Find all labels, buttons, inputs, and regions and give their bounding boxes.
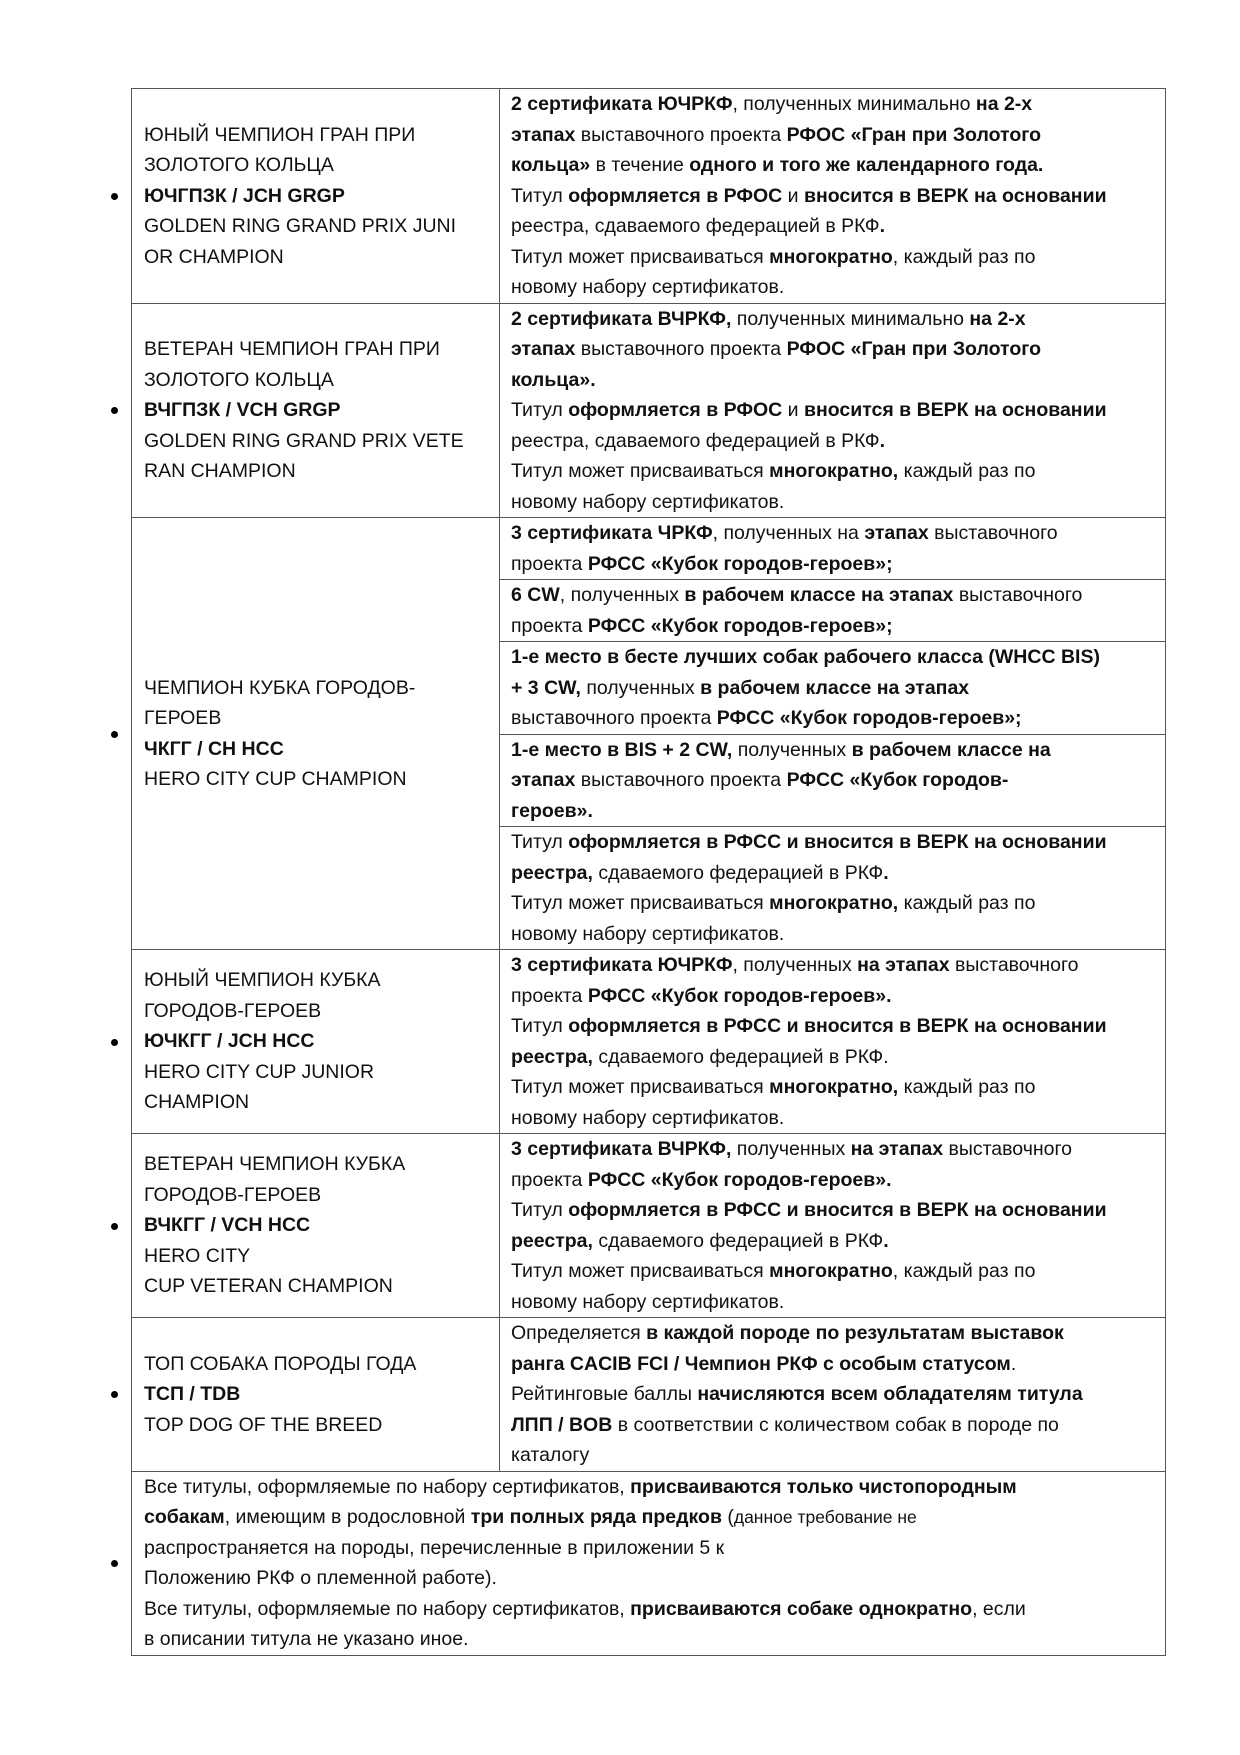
text: Положению РКФ о племенной работе). — [144, 1567, 497, 1589]
text: сдаваемого федерацией в РКФ — [592, 861, 884, 884]
text: проекта — [511, 984, 588, 1007]
table-row — [132, 303, 1166, 518]
bold-text: в рабочем классе на — [851, 738, 1051, 761]
bold-text: . — [883, 1229, 889, 1252]
bold-text: 3 сертификата ЧРКФ — [511, 522, 713, 544]
title-en: TOP DOG OF THE BREED — [144, 1413, 383, 1436]
title-en: RAN CHAMPION — [144, 460, 296, 482]
text-line — [511, 1134, 1157, 1165]
bold-text: на 2-х — [975, 93, 1033, 115]
text: Титул может присваиваться — [511, 245, 770, 268]
bold-text: реестра, — [511, 861, 593, 884]
title-cell — [132, 518, 500, 950]
bold-text: оформляется в РФСС и вносится в ВЕРК на основании — [568, 1199, 1107, 1221]
text: новому набору сертификатов. — [511, 922, 785, 945]
text-line — [511, 765, 1157, 796]
text: Титул — [511, 1015, 569, 1037]
bold-text: ранга CACIB FCI / Чемпион РКФ с особым статусом — [511, 1352, 1011, 1375]
bold-text: + 3 CW, — [511, 676, 581, 699]
text: , имеющим в родословной — [224, 1506, 471, 1528]
text-line — [511, 858, 1157, 889]
requirement-cell — [500, 950, 1166, 1134]
title-en: HERO CITY CUP CHAMPION — [144, 768, 407, 790]
bullet-icon — [111, 731, 118, 738]
text: Все титулы, оформляемые по набору сертификатов, — [144, 1475, 631, 1498]
text-line — [144, 1594, 1157, 1625]
bold-text: 1-е место в бесте лучших собак рабочего класса (WHCC BIS) — [511, 646, 1100, 668]
bold-text: многократно — [769, 1260, 893, 1282]
text-line — [511, 334, 1157, 365]
title-abbr: ЮЧГПЗК / JCH GRGP — [144, 184, 345, 207]
text-line — [511, 242, 1157, 273]
text: Титул — [511, 831, 569, 853]
bold-text: одного и того же календарного года. — [689, 154, 1044, 176]
bold-text: 6 CW — [511, 584, 560, 606]
bold-text: начисляются всем обладателям титула — [697, 1383, 1083, 1405]
bold-text: многократно — [769, 245, 893, 268]
text-line — [511, 827, 1157, 858]
text: и — [782, 399, 804, 421]
text-line — [511, 395, 1157, 426]
text: в соответствии с количеством собак в породе по — [612, 1413, 1059, 1436]
text: Титул может присваиваться — [511, 1076, 770, 1098]
bold-text: 2 сертификата ЮЧРКФ — [511, 93, 733, 115]
bold-text: этапах — [864, 522, 929, 544]
text: полученных минимально — [731, 307, 970, 330]
text-line — [511, 272, 1157, 303]
requirement-cell — [500, 642, 1166, 735]
text-line — [144, 1624, 1157, 1655]
table-row — [132, 518, 1166, 580]
table-row — [132, 1318, 1166, 1472]
text: , полученных минимально — [732, 93, 976, 115]
bold-text: многократно, — [769, 892, 899, 914]
text: проекта — [511, 614, 588, 637]
bold-text: собакам — [144, 1506, 225, 1528]
table-row — [132, 89, 1166, 304]
requirement-cell — [500, 827, 1166, 950]
bold-text: в каждой породе по результатам выставок — [646, 1322, 1064, 1344]
text: полученных — [580, 676, 701, 699]
title-ru: ГОРОДОВ-ГЕРОЕВ — [144, 999, 322, 1022]
text-line — [511, 981, 1157, 1012]
title-ru: ГЕРОЕВ — [144, 707, 222, 729]
bold-text: присваиваются только чистопородным — [630, 1475, 1017, 1498]
title-ru: ВЕТЕРАН ЧЕМПИОН ГРАН ПРИ — [144, 338, 440, 360]
text: выставочного проекта — [575, 769, 787, 791]
title-ru: ЮНЫЙ ЧЕМПИОН КУБКА — [144, 969, 381, 992]
text-line — [511, 673, 1157, 704]
text-line — [511, 580, 1157, 611]
note-row — [132, 1471, 1166, 1655]
title-ru: ЮНЫЙ ЧЕМПИОН ГРАН ПРИ — [144, 123, 416, 146]
text-line — [511, 518, 1157, 549]
bold-text: РФСС «Кубок городов-героев»; — [587, 614, 893, 637]
bold-text: героев». — [511, 799, 593, 822]
title-en: OR CHAMPION — [144, 245, 284, 268]
bold-text: РФСС «Кубок городов-героев». — [587, 1168, 892, 1191]
text: распространяется на породы, перечисленные в приложении 5 к — [144, 1536, 725, 1559]
bold-text: 3 сертификата ВЧРКФ, — [511, 1138, 732, 1160]
title-abbr: ВЧКГГ / VCH HCC — [144, 1214, 311, 1237]
requirement-cell — [500, 303, 1166, 518]
text-line — [144, 1502, 1157, 1533]
bullet-icon — [111, 1223, 118, 1230]
title-cell — [132, 950, 500, 1134]
text: в течение — [590, 154, 690, 176]
text: проекта — [511, 552, 588, 575]
text: Титул может присваиваться — [511, 892, 770, 914]
text-line — [511, 1379, 1157, 1410]
text: полученных — [732, 738, 852, 761]
title-ru: ЗОЛОТОГО КОЛЬЦА — [144, 368, 334, 391]
text: каждый раз по — [898, 1076, 1036, 1098]
bold-text: 1-е место в BIS + 2 CW, — [511, 738, 733, 761]
text-line — [144, 1563, 1157, 1594]
bold-text: кольца» — [511, 154, 591, 176]
text-line — [511, 1042, 1157, 1073]
bold-text: оформляется в РФСС и вносится в ВЕРК на основании — [568, 1015, 1107, 1037]
requirement-cell — [500, 89, 1166, 304]
text-line — [511, 1410, 1157, 1441]
bold-text: . — [883, 861, 889, 884]
titles-table — [131, 88, 1166, 1656]
bold-text: РФСС «Кубок городов-героев». — [587, 984, 892, 1007]
bold-text: этапах — [511, 123, 576, 146]
text: новому набору сертификатов. — [511, 1290, 785, 1313]
title-ru: ГОРОДОВ-ГЕРОЕВ — [144, 1183, 322, 1206]
text: Титул — [511, 1199, 569, 1221]
bold-text: ЛПП / BOB — [511, 1413, 613, 1436]
title-en: GOLDEN RING GRAND PRIX JUNI — [144, 215, 457, 237]
text: полученных — [731, 1138, 851, 1160]
title-en: GOLDEN RING GRAND PRIX VETE — [144, 429, 464, 452]
text: реестра, сдаваемого федерацией в РКФ — [511, 215, 880, 237]
text-line — [511, 1287, 1157, 1318]
title-abbr: ЮЧКГГ / JCH HCC — [144, 1030, 315, 1053]
text: в описании титула не указано иное. — [144, 1628, 469, 1650]
text: Титул может присваиваться — [511, 460, 770, 482]
text-line — [511, 150, 1157, 181]
bold-text: этапах — [511, 769, 576, 791]
title-en: CHAMPION — [144, 1091, 250, 1114]
text: , каждый раз по — [892, 245, 1036, 268]
text: каждый раз по — [898, 892, 1036, 914]
text: новому набору сертификатов. — [511, 276, 785, 298]
title-cell — [132, 89, 500, 304]
text-line — [511, 735, 1157, 766]
text-line — [511, 703, 1157, 734]
text: ( — [721, 1506, 734, 1528]
text: каждый раз по — [898, 460, 1036, 482]
title-abbr: ВЧГПЗК / VCH GRGP — [144, 399, 341, 421]
text-line — [511, 1011, 1157, 1042]
text-line — [511, 796, 1157, 827]
text: Все титулы, оформляемые по набору сертификатов, — [144, 1597, 631, 1620]
text-line — [144, 1533, 1157, 1564]
bold-text: многократно, — [769, 460, 899, 482]
bullet-icon — [111, 407, 118, 414]
text: , каждый раз по — [892, 1260, 1036, 1282]
bold-text: . — [879, 215, 886, 237]
bold-text: вносится в ВЕРК на основании — [804, 184, 1107, 207]
title-en: CUP VETERAN CHAMPION — [144, 1275, 393, 1298]
text-line — [511, 487, 1157, 518]
bold-text: оформляется в РФСС и вносится в ВЕРК на основании — [568, 831, 1107, 853]
bold-text: в рабочем классе на этапах — [700, 676, 970, 699]
text: выставочного — [943, 1138, 1073, 1160]
requirement-cell — [500, 1134, 1166, 1318]
bold-text: РФСС «Кубок городов-героев»; — [587, 552, 893, 575]
text-line — [511, 1072, 1157, 1103]
text-line — [511, 919, 1157, 950]
text-line — [511, 304, 1157, 335]
text: Рейтинговые баллы — [511, 1383, 698, 1405]
title-ru: ЗОЛОТОГО КОЛЬЦА — [144, 154, 334, 176]
text: сдаваемого федерацией в РКФ. — [592, 1045, 889, 1068]
text: Титул может присваиваться — [511, 1260, 770, 1282]
bold-text: . — [879, 429, 886, 452]
bold-text: 2 сертификата ВЧРКФ, — [511, 307, 732, 330]
bold-text: оформляется в РФОС — [568, 399, 783, 421]
requirement-cell — [500, 1318, 1166, 1472]
text-line — [144, 1472, 1157, 1503]
bullet-icon — [111, 1391, 118, 1398]
title-ru: ТОП СОБАКА ПОРОДЫ ГОДА — [144, 1352, 417, 1375]
text-line — [511, 1226, 1157, 1257]
text: реестра, сдаваемого федерацией в РКФ — [511, 429, 880, 452]
text: , полученных — [559, 584, 685, 606]
bullet-icon — [111, 1560, 118, 1567]
bold-text: в рабочем классе на этапах — [684, 584, 954, 606]
text: Титул — [511, 399, 569, 421]
bold-text: присваиваются собаке однократно — [630, 1597, 973, 1620]
text-line — [511, 549, 1157, 580]
bullet-icon — [111, 1039, 118, 1046]
text: новому набору сертификатов. — [511, 1106, 785, 1129]
title-cell — [132, 1318, 500, 1472]
bold-text: многократно, — [769, 1076, 899, 1098]
title-abbr: ЧКГГ / CH HCC — [144, 737, 284, 760]
bold-text: на 2-х — [969, 307, 1026, 330]
text: выставочного проекта — [575, 338, 787, 360]
text: , если — [972, 1597, 1026, 1620]
bullet-icon — [111, 193, 118, 200]
table-row — [132, 1134, 1166, 1318]
text-line — [511, 1103, 1157, 1134]
text-line — [511, 1318, 1157, 1349]
bold-text: кольца». — [511, 368, 596, 391]
bold-text: РФОС «Гран при Золотого — [786, 123, 1042, 146]
text: выставочного проекта — [511, 707, 717, 729]
requirement-cell — [500, 734, 1166, 827]
text: . — [1010, 1352, 1017, 1375]
text-line — [511, 1195, 1157, 1226]
title-en: HERO CITY CUP JUNIOR — [144, 1060, 375, 1083]
text: данное требование не — [733, 1507, 917, 1527]
bold-text: 3 сертификата ЮЧРКФ — [511, 954, 733, 976]
bold-text: реестра, — [511, 1045, 593, 1068]
bold-text: три полных ряда предков — [470, 1506, 722, 1528]
text-line — [511, 1165, 1157, 1196]
text: и — [782, 184, 804, 207]
bold-text: РФСС «Кубок городов-героев»; — [716, 707, 1022, 729]
text: Титул — [511, 184, 569, 207]
text-line — [511, 89, 1157, 120]
text: выставочного — [949, 954, 1079, 976]
text-line — [511, 426, 1157, 457]
bold-text: вносится в ВЕРК на основании — [804, 399, 1107, 421]
bold-text: оформляется в РФОС — [568, 184, 783, 207]
title-cell — [132, 1134, 500, 1318]
text-line — [511, 888, 1157, 919]
text-line — [511, 611, 1157, 642]
text: выставочного проекта — [575, 123, 787, 146]
bold-text: на этапах — [850, 1138, 944, 1160]
text-line — [511, 211, 1157, 242]
text-line — [511, 642, 1157, 673]
text-line — [511, 365, 1157, 396]
text: проекта — [511, 1168, 588, 1191]
bold-text: РФСС «Кубок городов- — [786, 769, 1009, 791]
text-line — [511, 1440, 1157, 1471]
title-ru: ЧЕМПИОН КУБКА ГОРОДОВ- — [144, 676, 416, 699]
text: новому набору сертификатов. — [511, 490, 785, 513]
bold-text: этапах — [511, 338, 576, 360]
text: , полученных — [732, 954, 858, 976]
title-cell — [132, 303, 500, 518]
text-line — [511, 950, 1157, 981]
table-row — [132, 950, 1166, 1134]
text: сдаваемого федерацией в РКФ — [592, 1229, 884, 1252]
text-line — [511, 1256, 1157, 1287]
text-line — [511, 181, 1157, 212]
title-en: HERO CITY — [144, 1244, 251, 1267]
bold-text: реестра, — [511, 1229, 593, 1252]
note-cell — [132, 1471, 1166, 1655]
text: выставочного — [928, 522, 1058, 544]
bold-text: РФОС «Гран при Золотого — [786, 338, 1042, 360]
text: Определяется — [511, 1322, 647, 1344]
text-line — [511, 1349, 1157, 1380]
requirement-cell — [500, 518, 1166, 580]
text: выставочного — [953, 584, 1083, 606]
bold-text: на этапах — [857, 954, 950, 976]
text: каталогу — [511, 1444, 590, 1466]
text: , полученных на — [712, 522, 865, 544]
text-line — [511, 456, 1157, 487]
title-ru: ВЕТЕРАН ЧЕМПИОН КУБКА — [144, 1153, 406, 1176]
title-abbr: ТСП / TDB — [144, 1383, 241, 1405]
text-line — [511, 120, 1157, 151]
requirement-cell — [500, 580, 1166, 642]
